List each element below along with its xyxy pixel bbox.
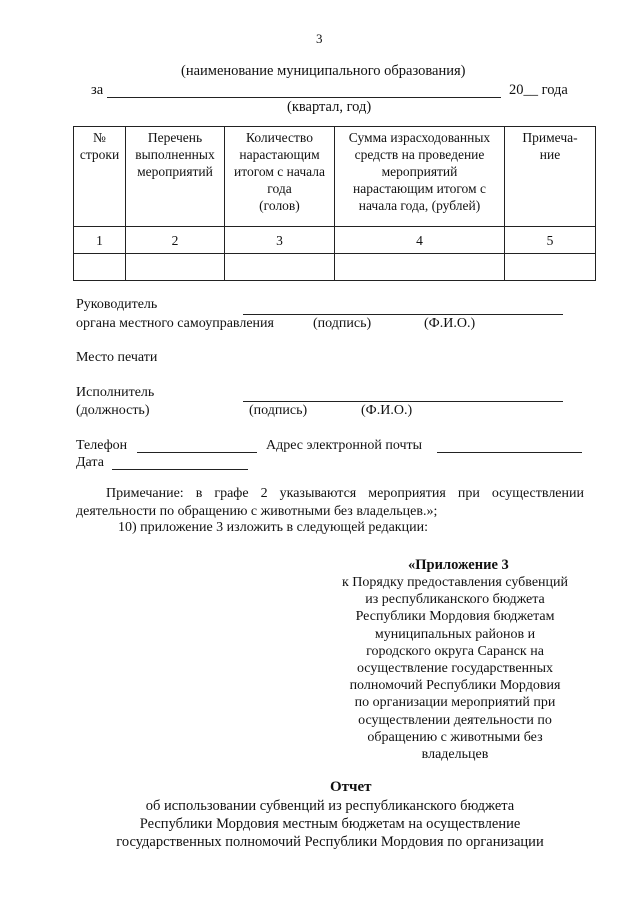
za-label: за xyxy=(91,82,104,98)
executor-label: Исполнитель xyxy=(76,385,155,400)
phone-label: Телефон xyxy=(76,438,128,453)
table-empty-row xyxy=(74,254,596,281)
appendix-body: к Порядку предоставления субвенций из республиканского бюджета Республики Мордовия бюджетам муниципальных районов и городского округа Саранск на осуществление государственных полномочий Республики Мордовия по организации мероприятий при осуществлении деятельности по обращению с животными без владельцев xyxy=(341,575,569,763)
executor-position: (должность) xyxy=(76,403,150,418)
report-subtitle: об использовании субвенций из республиканского бюджета Республики Мордовия местным бюджетам на осуществление государственных полномочий Республики Мордовия по организации xyxy=(116,798,544,850)
column-header: Перечень выполненных мероприятий xyxy=(126,127,225,227)
head-signature-line xyxy=(243,314,563,315)
date-line xyxy=(112,469,248,470)
table-number-row xyxy=(74,227,596,254)
municipality-caption: (наименование муниципального образования) xyxy=(181,63,466,79)
column-header: Примеча- ние xyxy=(505,127,596,227)
executor-signature-line xyxy=(243,401,563,402)
date-label: Дата xyxy=(76,455,104,470)
signature-caption: (подпись) xyxy=(313,316,372,331)
column-number: 4 xyxy=(335,227,505,254)
email-line xyxy=(437,452,582,453)
page-number: 3 xyxy=(316,31,323,46)
note-text: Примечание: в графе 2 указываются мероприятия при осуществлении деятельности по обращению с животными без владельцев.»; xyxy=(76,486,584,519)
column-number: 1 xyxy=(74,227,126,254)
executor-fio-caption: (Ф.И.О.) xyxy=(361,403,413,418)
column-number: 3 xyxy=(225,227,335,254)
period-caption: (квартал, год) xyxy=(287,99,372,115)
table-cell xyxy=(505,254,596,281)
column-header: № строки xyxy=(74,127,126,227)
fio-caption: (Ф.И.О.) xyxy=(424,316,476,331)
column-number: 2 xyxy=(126,227,225,254)
column-header: Количество нарастающим итогом с начала года (голов) xyxy=(225,127,335,227)
item-10: 10) приложение 3 изложить в следующей редакции: xyxy=(118,520,428,535)
table-cell xyxy=(126,254,225,281)
phone-line xyxy=(137,452,257,453)
table-cell xyxy=(225,254,335,281)
table-cell xyxy=(335,254,505,281)
report-table xyxy=(73,126,596,281)
municipality-line xyxy=(107,97,501,98)
head-label: Руководитель xyxy=(76,297,158,312)
head-label-2: органа местного самоуправления xyxy=(76,316,274,331)
table-header-row xyxy=(74,127,596,227)
column-header: Сумма израсходованных средств на проведение мероприятий нарастающим итогом с начала года, (рублей) xyxy=(335,127,505,227)
executor-signature-caption: (подпись) xyxy=(249,403,308,418)
report-title: Отчет xyxy=(330,779,372,795)
appendix-title: «Приложение 3 xyxy=(408,557,509,573)
email-label: Адрес электронной почты xyxy=(266,438,423,453)
table-cell xyxy=(74,254,126,281)
seal-label: Место печати xyxy=(76,350,158,365)
year-label: 20__ года xyxy=(509,82,568,98)
column-number: 5 xyxy=(505,227,596,254)
